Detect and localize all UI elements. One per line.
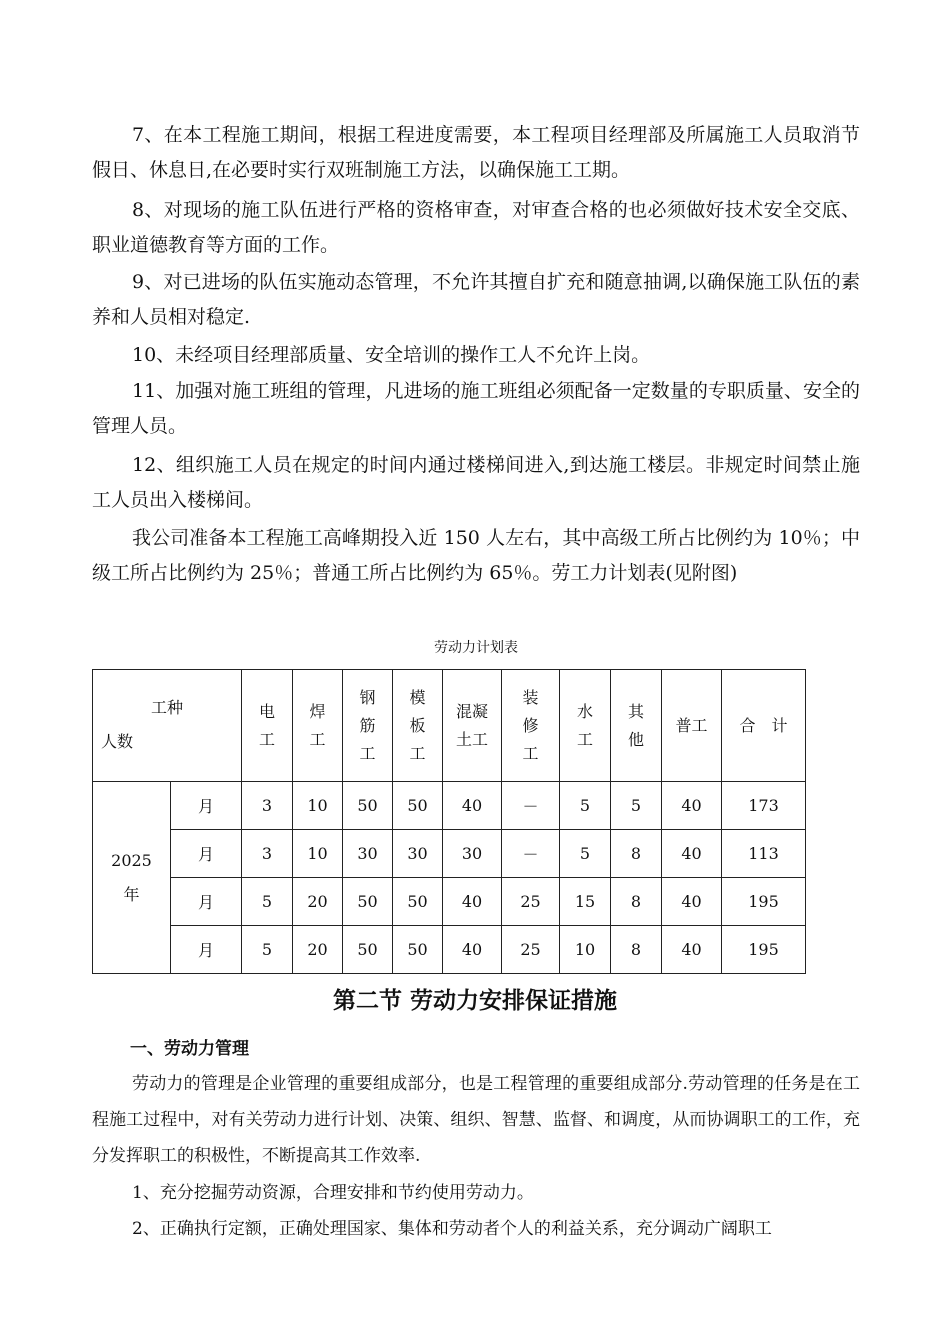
table-cell: 50 bbox=[393, 926, 443, 974]
table-cell: 173 bbox=[722, 782, 806, 830]
table-cell: 195 bbox=[722, 878, 806, 926]
paragraph-item-11: 11、加强对施工班组的管理，凡进场的施工班组必须配备一定数量的专职质量、安全的管理人员。 bbox=[92, 380, 860, 437]
table-cell: 50 bbox=[393, 782, 443, 830]
month-cell: 月 bbox=[171, 830, 242, 878]
table-corner-cell bbox=[93, 670, 242, 782]
table-cell: 30 bbox=[393, 830, 443, 878]
table-cell: 40 bbox=[662, 830, 722, 878]
table-cell: 30 bbox=[443, 830, 502, 878]
header-concrete-worker: 混凝 土工 bbox=[443, 670, 502, 782]
table-header-row bbox=[93, 670, 806, 782]
table-cell: 25 bbox=[502, 878, 560, 926]
table-cell: 5 bbox=[560, 830, 611, 878]
paragraph-item-10: 10、未经项目经理部质量、安全培训的操作工人不允许上岗。 bbox=[132, 344, 651, 366]
section-title: 第二节 劳动力安排保证措施 bbox=[332, 988, 617, 1014]
table-row bbox=[93, 830, 806, 878]
header-total: 合 计 bbox=[722, 670, 806, 782]
table-cell: 25 bbox=[502, 926, 560, 974]
subheading: 一、劳动力管理 bbox=[130, 1039, 249, 1059]
table-cell: 10 bbox=[293, 782, 343, 830]
header-general-laborer: 普工 bbox=[662, 670, 722, 782]
paragraph-item-9: 9、对已进场的队伍实施动态管理，不允许其擅自扩充和随意抽调,以确保施工队伍的素养和人员相对稳定. bbox=[92, 271, 860, 328]
table-row bbox=[93, 782, 806, 830]
header-other: 其 他 bbox=[611, 670, 662, 782]
header-electrician: 电 工 bbox=[242, 670, 293, 782]
table-cell: 40 bbox=[443, 926, 502, 974]
header-plumber: 水 工 bbox=[560, 670, 611, 782]
table-cell: 30 bbox=[343, 830, 393, 878]
table-cell: － bbox=[502, 830, 560, 878]
table-cell: 195 bbox=[722, 926, 806, 974]
table-row bbox=[93, 926, 806, 974]
corner-label-trade: 工种 bbox=[151, 698, 184, 717]
table-cell: 113 bbox=[722, 830, 806, 878]
table-cell: 8 bbox=[611, 878, 662, 926]
table-cell: 3 bbox=[242, 830, 293, 878]
labor-plan-table bbox=[92, 669, 806, 974]
table-cell: 20 bbox=[293, 878, 343, 926]
paragraph-item-1: 1、充分挖掘劳动资源，合理安排和节约使用劳动力。 bbox=[132, 1183, 534, 1203]
table-cell: 40 bbox=[443, 878, 502, 926]
table-cell: 50 bbox=[393, 878, 443, 926]
paragraph-item-2: 2、正确执行定额，正确处理国家、集体和劳动者个人的利益关系，充分调动广阔职工 bbox=[132, 1219, 772, 1239]
table-cell: 8 bbox=[611, 926, 662, 974]
table-caption: 劳动力计划表 bbox=[434, 640, 518, 656]
table-cell: 10 bbox=[560, 926, 611, 974]
table-cell: 5 bbox=[611, 782, 662, 830]
table-cell: 50 bbox=[343, 926, 393, 974]
table-cell: 50 bbox=[343, 878, 393, 926]
table-cell: 8 bbox=[611, 830, 662, 878]
table-cell: 40 bbox=[662, 878, 722, 926]
table-cell: 40 bbox=[662, 782, 722, 830]
table-cell: 5 bbox=[560, 782, 611, 830]
header-rebar-worker: 钢 筋 工 bbox=[343, 670, 393, 782]
table-cell: 20 bbox=[293, 926, 343, 974]
paragraph-item-7: 7、在本工程施工期间，根据工程进度需要，本工程项目经理部及所属施工人员取消节假日、休息日,在必要时实行双班制施工方法，以确保施工工期。 bbox=[92, 124, 860, 181]
month-cell: 月 bbox=[171, 782, 242, 830]
table-cell: 10 bbox=[293, 830, 343, 878]
corner-label-count: 人数 bbox=[101, 732, 134, 751]
table-cell: 40 bbox=[443, 782, 502, 830]
table-cell: 5 bbox=[242, 878, 293, 926]
table-cell: 50 bbox=[343, 782, 393, 830]
paragraph-item-12: 12、组织施工人员在规定的时间内通过楼梯间进入,到达施工楼层。非规定时间禁止施工人员出入楼梯间。 bbox=[92, 454, 860, 511]
year-cell: 2025 年 bbox=[93, 782, 171, 974]
header-welder: 焊 工 bbox=[293, 670, 343, 782]
table-cell: － bbox=[502, 782, 560, 830]
month-cell: 月 bbox=[171, 878, 242, 926]
header-decoration-worker: 装 修 工 bbox=[502, 670, 560, 782]
table-row bbox=[93, 878, 806, 926]
header-formwork-worker: 模 板 工 bbox=[393, 670, 443, 782]
table-cell: 5 bbox=[242, 926, 293, 974]
paragraph-item-8: 8、对现场的施工队伍进行严格的资格审查，对审查合格的也必须做好技术安全交底、职业道德教育等方面的工作。 bbox=[92, 199, 860, 256]
month-cell: 月 bbox=[171, 926, 242, 974]
paragraph-labor-management: 劳动力的管理是企业管理的重要组成部分，也是工程管理的重要组成部分.劳动管理的任务是在工程施工过程中，对有关劳动力进行计划、决策、组织、智慧、监督、和调度，从而协调职工的工作，充分发挥职工的积极性，不断提高其工作效率. bbox=[92, 1074, 860, 1166]
table-cell: 3 bbox=[242, 782, 293, 830]
table-cell: 40 bbox=[662, 926, 722, 974]
paragraph-labor-summary: 我公司准备本工程施工高峰期投入近 150 人左右，其中高级工所占比例约为 10％；中级工所占比例约为 25％；普通工所占比例约为 65％。劳工力计划表(见附图) bbox=[92, 527, 860, 584]
table-cell: 15 bbox=[560, 878, 611, 926]
